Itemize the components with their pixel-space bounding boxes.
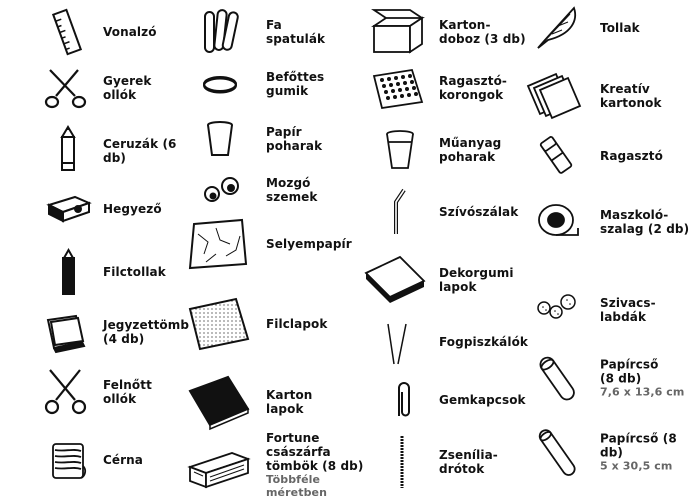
item-label: Cérna: [103, 453, 144, 467]
item-sharpener: [45, 183, 195, 235]
item-cardboard-sheets: [186, 372, 366, 432]
item-felt-sheets: [186, 294, 366, 354]
straw-icon: [378, 188, 426, 236]
rubber-band-icon: [196, 60, 244, 108]
item-label: Szivacs- labdák: [600, 296, 656, 324]
plastic-cup-icon: [378, 126, 426, 174]
masking-tape-icon: [534, 198, 582, 246]
item-label-main: Papírcső (8 db): [600, 357, 659, 386]
item-label: Vonalzó: [103, 25, 157, 39]
item-label: Filctollak: [103, 265, 166, 279]
item-thread: [45, 434, 195, 486]
item-label: Ragasztó: [600, 149, 663, 163]
felt-sheet-icon: [186, 295, 252, 353]
item-paper-tube-long: [534, 424, 700, 480]
item-label: Papír poharak: [266, 125, 323, 153]
item-paperclips: [378, 374, 548, 426]
adult-scissors-icon: [42, 368, 90, 416]
paperclip-icon: [378, 376, 426, 424]
item-label: Tollak: [600, 21, 640, 35]
item-label: Maszkoló- szalag (2 db): [600, 208, 690, 236]
item-label: [600, 432, 677, 473]
wood-blocks-icon: [186, 439, 252, 491]
item-label: Karton lapok: [266, 388, 313, 416]
item-label: Befőttes gumik: [266, 70, 325, 98]
item-label: [600, 358, 685, 399]
item-craft-paper: [524, 66, 694, 126]
item-label: Filclapok: [266, 317, 328, 331]
item-cardboard-box: [370, 6, 540, 58]
craft-paper-icon: [524, 68, 586, 124]
item-straws: [378, 186, 548, 238]
item-paper-tube-short: [534, 350, 700, 406]
item-adult-scissors: [42, 366, 192, 418]
item-plastic-cups: [378, 124, 548, 176]
cardboard-sheets-icon: [186, 373, 252, 431]
item-label: Karton- doboz (3 db): [439, 18, 526, 46]
marker-icon: [45, 248, 93, 296]
item-masking-tape: [534, 196, 694, 248]
item-feathers: [534, 2, 694, 54]
glue-stick-icon: [534, 132, 582, 180]
item-pencils: [45, 125, 195, 177]
item-wood-blocks: [186, 431, 376, 499]
item-label-main: Papírcső (8 db): [600, 431, 677, 460]
item-label: Fogpiszkálók: [439, 335, 528, 349]
pencil-icon: [45, 127, 93, 175]
item-pipe-cleaners: [378, 434, 548, 490]
thread-spool-icon: [45, 436, 93, 484]
item-label: Kreatív kartonok: [600, 82, 662, 110]
item-label: Dekorgumi lapok: [439, 266, 514, 294]
item-glue-dots: [366, 62, 536, 114]
item-sublabel: Többféle méretben: [266, 473, 328, 499]
item-sublabel: 5 x 30,5 cm: [600, 459, 673, 473]
item-sublabel: 7,6 x 13,6 cm: [600, 385, 685, 399]
item-tissue-paper: [186, 218, 366, 270]
notepad-icon: [42, 308, 90, 356]
item-glue: [534, 130, 694, 182]
wooden-spatulas-icon: [196, 8, 244, 56]
item-rubber-bands: [196, 58, 366, 110]
item-label: Ragasztó- korongok: [439, 74, 508, 102]
item-toothpicks: [378, 316, 548, 368]
item-kids-scissors: [42, 62, 192, 114]
item-paper-cups: [196, 113, 366, 165]
item-label: Szívószálak: [439, 205, 519, 219]
item-sponge-balls: [534, 284, 694, 336]
toothpicks-icon: [378, 318, 426, 366]
sponge-balls-icon: [534, 286, 582, 334]
item-label: [266, 431, 376, 499]
item-label: Mozgó szemek: [266, 176, 318, 204]
paper-cup-icon: [196, 115, 244, 163]
sharpener-icon: [45, 185, 93, 233]
kids-scissors-icon: [42, 64, 90, 112]
item-markers: [45, 246, 195, 298]
item-label: Jegyzettömb (4 db): [103, 318, 190, 346]
item-label: Gemkapcsok: [439, 393, 526, 407]
item-label: Gyerek ollók: [103, 74, 152, 102]
ruler-icon: [45, 8, 93, 56]
item-foam-sheets: [362, 250, 542, 310]
paper-tube-long-icon: [534, 424, 582, 480]
glue-dots-icon: [366, 64, 428, 112]
item-label: Ceruzák (6 db): [103, 137, 177, 165]
item-ruler: [45, 6, 195, 58]
item-label: Selyempapír: [266, 237, 352, 251]
item-googly-eyes: [196, 164, 366, 216]
item-label: Felnőtt ollók: [103, 378, 152, 406]
tissue-paper-icon: [186, 216, 250, 272]
feather-icon: [534, 4, 582, 52]
item-notepad: [42, 306, 192, 358]
cardboard-box-icon: [370, 8, 426, 56]
item-spatulas: [196, 6, 366, 58]
googly-eyes-icon: [196, 166, 244, 214]
item-label: Műanyag poharak: [439, 136, 502, 164]
pipe-cleaner-icon: [378, 434, 426, 490]
item-label: Fa spatulák: [266, 18, 326, 46]
item-label: Hegyező: [103, 202, 162, 216]
item-label: Zsenília- drótok: [439, 448, 498, 476]
paper-tube-short-icon: [534, 350, 582, 406]
item-label-main: Fortune császárfa tömbök (8 db): [266, 431, 364, 473]
foam-sheets-icon: [362, 251, 428, 309]
